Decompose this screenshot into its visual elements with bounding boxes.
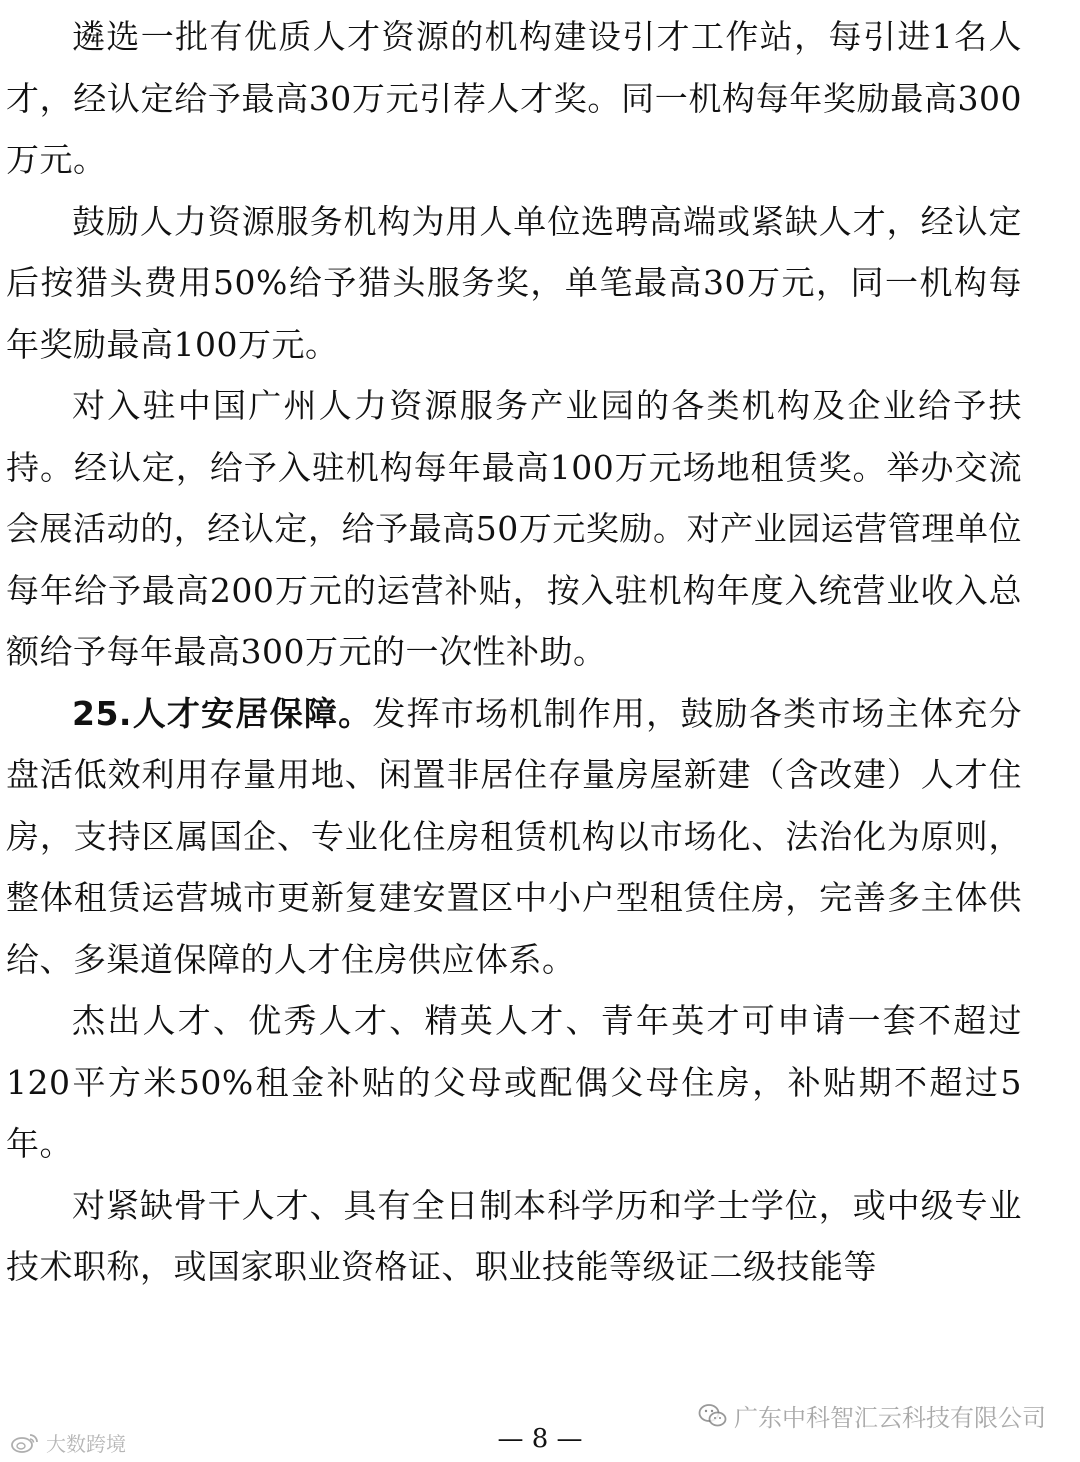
paragraph-text: 遴选一批有优质人才资源的机构建设引才工作站，每引进1名人才，经认定给予最高30万元引荐人才奖。同一机构每年奖励最高300万元。 [6,17,1022,179]
section-heading: 25.人才安居保障。 [72,693,373,733]
paragraph-text: 杰出人才、优秀人才、精英人才、青年英才可申请一套不超过120平方米50%租金补贴的父母或配偶父母住房，补贴期不超过5年。 [6,1001,1022,1163]
paragraph-3 [6,375,1022,683]
paragraph-2 [6,191,1022,376]
paragraph-text: 对紧缺骨干人才、具有全日制本科学历和学士学位，或中级专业技术职称，或国家职业资格证、职业技能等级证二级技能等 [6,1185,1022,1286]
paragraph-text: 发挥市场机制作用，鼓励各类市场主体充分盘活低效利用存量用地、闲置非居住存量房屋新建（含改建）人才住房，支持区属国企、专业化住房租赁机构以市场化、法治化为原则，整体租赁运营城市更新复建安置区中小户型租赁住房，完善多主体供给、多渠道保障的人才住房供应体系。 [6,693,1023,979]
paragraph-1 [6,6,1022,191]
watermark-right-text: 广东中科智汇云科技有限公司 [734,1404,1046,1432]
watermark-left-text: 大数跨境 [46,1432,126,1456]
paragraph-6 [6,1175,1022,1298]
paragraph-4 [6,683,1022,991]
document-page [6,6,1022,1298]
page-number: — 8 — [497,1424,583,1454]
paragraph-5 [6,990,1022,1175]
paragraph-text: 对入驻中国广州人力资源服务产业园的各类机构及企业给予扶持。经认定，给予入驻机构每年最高100万元场地租赁奖。举办交流会展活动的，经认定，给予最高50万元奖励。对产业园运营管理单位每年给予最高200万元的运营补贴，按入驻机构年度入统营业收入总额给予每年最高300万元的一次性补助。 [6,386,1022,671]
paragraph-text: 鼓励人力资源服务机构为用人单位选聘高端或紧缺人才，经认定后按猎头费用50%给予猎头服务奖，单笔最高30万元，同一机构每年奖励最高100万元。 [6,201,1022,364]
